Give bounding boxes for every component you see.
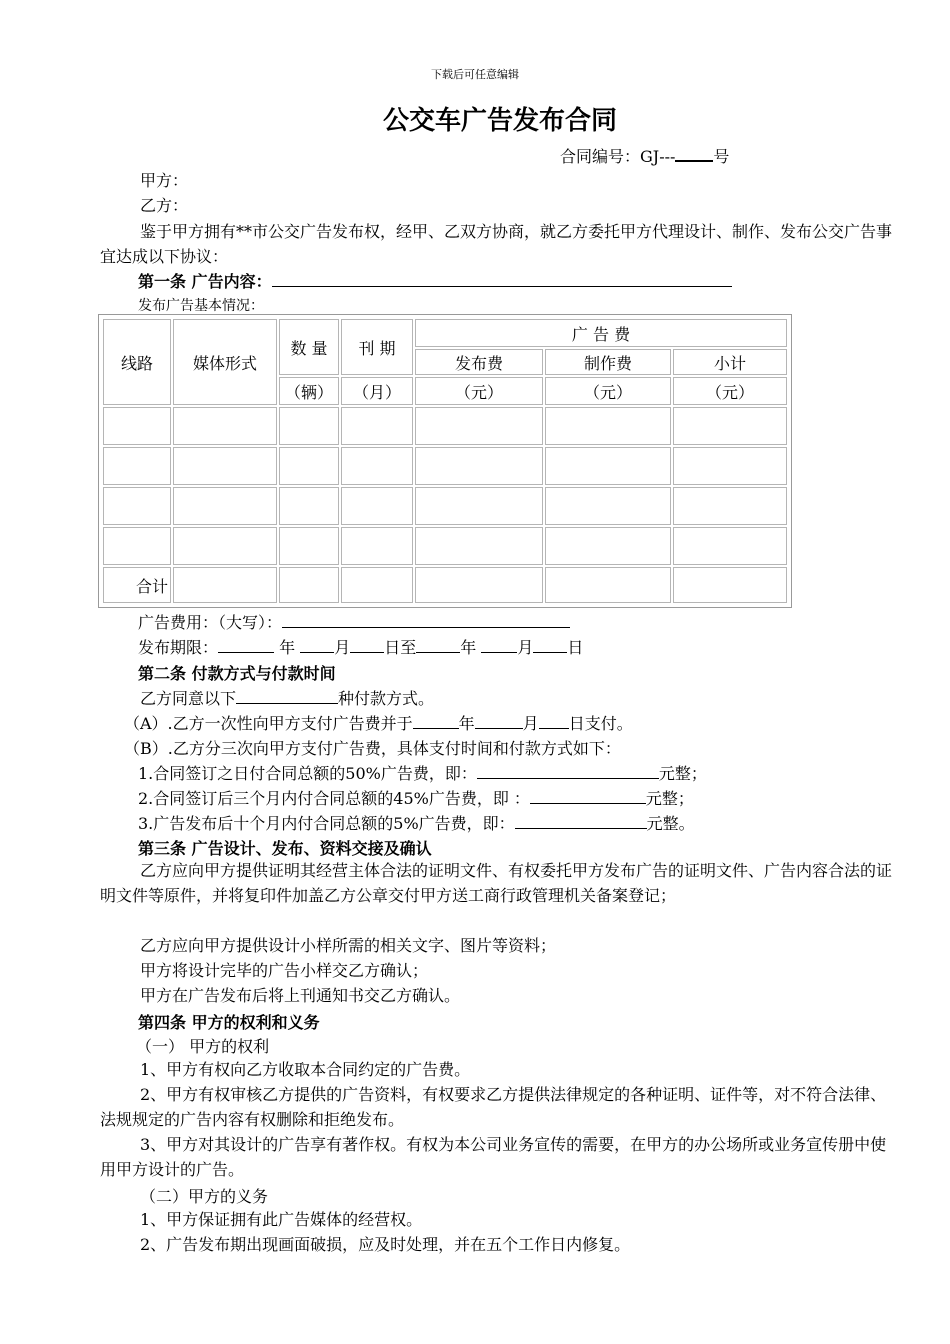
header-publish-fee: 发布费: [415, 349, 543, 375]
table-cell[interactable]: [415, 447, 543, 485]
article-1-subtitle: 发布广告基本情况：: [138, 298, 264, 314]
total-cell[interactable]: [341, 567, 413, 603]
total-label-cell: 合计: [103, 567, 171, 603]
article-3-title: 第三条 广告设计、发布、资料交接及确认: [138, 839, 432, 858]
unit-subtotal: （元）: [673, 377, 787, 405]
article-4-sub-1: （一） 甲方的权利: [136, 1037, 270, 1056]
article-3-para-1: 乙方应向甲方提供证明其经营主体合法的证明文件、有权委托甲方发布广告的证明文件、广告内容合法的证明文件等原件，并将复印件加盖乙方公章交付甲方送工商行政管理机关备案登记；: [100, 861, 893, 905]
payment-b-line: （B）.乙方分三次向甲方支付广告费，具体支付时间和付款方式如下：: [124, 739, 621, 758]
table-cell[interactable]: [545, 407, 671, 445]
payment-step-1-text: 1.合同签订之日付合同总额的50%广告费，即：: [138, 764, 477, 783]
end-day-blank[interactable]: [533, 636, 567, 653]
payment-method-line: [140, 686, 434, 709]
header-note: 下载后可任意编辑: [431, 68, 519, 81]
end-month-blank[interactable]: [481, 636, 517, 653]
table-cell[interactable]: [673, 447, 787, 485]
table-cell[interactable]: [103, 407, 171, 445]
table-cell[interactable]: [673, 527, 787, 565]
ad-content-blank[interactable]: [272, 270, 732, 287]
payment-a-year: 年: [458, 714, 475, 733]
total-cell[interactable]: [279, 567, 339, 603]
period-year: 年: [279, 638, 296, 657]
table-cell[interactable]: [279, 527, 339, 565]
payment-step-1: [138, 761, 707, 784]
table-cell[interactable]: [415, 527, 543, 565]
payment-a-year-blank[interactable]: [413, 712, 459, 729]
period-month2: 月: [517, 638, 534, 657]
period-day-to: 日至: [384, 638, 417, 657]
table-cell[interactable]: [341, 407, 413, 445]
party-a: 甲方：: [140, 171, 189, 190]
unit-quantity: （辆）: [279, 377, 339, 405]
total-cell[interactable]: [545, 567, 671, 603]
article-2-title: 第二条 付款方式与付款时间: [138, 664, 336, 683]
ad-info-table: [98, 314, 792, 608]
article-4-right-2: 2、甲方有权审核乙方提供的广告资料，有权要求乙方提供法律规定的各种证明、证件等，对不符合法律、法规规定的广告内容有权删除和拒绝发布。: [100, 1085, 887, 1129]
contract-number: [560, 144, 729, 167]
party-b: 乙方：: [140, 196, 189, 215]
article-4-right-1: 1、甲方有权向乙方收取本合同约定的广告费。: [140, 1060, 471, 1079]
end-year-blank[interactable]: [416, 636, 460, 653]
unit-period: （月）: [341, 377, 413, 405]
table-cell[interactable]: [545, 487, 671, 525]
fee-line-label: 广告费用：（大写）：: [138, 613, 283, 632]
table-cell[interactable]: [415, 487, 543, 525]
table-cell[interactable]: [341, 527, 413, 565]
table-cell[interactable]: [173, 487, 277, 525]
payment-step-1-end: 元整；: [658, 764, 707, 783]
start-day-blank[interactable]: [350, 636, 384, 653]
total-cell[interactable]: [673, 567, 787, 603]
table-cell[interactable]: [545, 527, 671, 565]
header-ad-fee: 广 告 费: [415, 319, 787, 347]
article-3-para-3: 甲方将设计完毕的广告小样交乙方确认；: [140, 961, 429, 980]
payment-method-suffix: 种付款方式。: [338, 689, 435, 708]
header-period: 刊 期: [341, 319, 413, 375]
payment-a-month: 月: [522, 714, 539, 733]
table-cell[interactable]: [673, 487, 787, 525]
article-4-duty-2: 2、广告发布期出现画面破损，应及时处理，并在五个工作日内修复。: [140, 1235, 631, 1254]
period-label: 发布期限：: [138, 638, 219, 657]
intro-paragraph: 鉴于甲方拥有**市公交广告发布权，经甲、乙双方协商，就乙方委托甲方代理设计、制作、发布公交广告事宜达成以下协议：: [100, 222, 893, 266]
total-cell[interactable]: [173, 567, 277, 603]
table-cell[interactable]: [545, 447, 671, 485]
article-3-para-4: 甲方在广告发布后将上刊通知书交乙方确认。: [140, 986, 461, 1005]
payment-step-2-blank[interactable]: [530, 787, 646, 804]
article-4-title: 第四条 甲方的权利和义务: [138, 1013, 320, 1032]
payment-step-3-text: 3.广告发布后十个月内付合同总额的5%广告费，即：: [138, 814, 515, 833]
document-title: 公交车广告发布合同: [382, 106, 617, 136]
article-3-para-2: 乙方应向甲方提供设计小样所需的相关文字、图片等资料；: [140, 936, 557, 955]
table-cell[interactable]: [173, 527, 277, 565]
contract-number-suffix: 号: [713, 147, 730, 166]
payment-a-day: 日支付。: [568, 714, 633, 733]
unit-publish-fee: （元）: [415, 377, 543, 405]
payment-step-1-blank[interactable]: [477, 762, 659, 779]
period-year2: 年: [460, 638, 477, 657]
fee-line: [138, 610, 570, 633]
article-4-sub-2: （二）甲方的义务: [140, 1187, 269, 1206]
payment-method-blank[interactable]: [236, 687, 338, 704]
table-cell[interactable]: [103, 487, 171, 525]
payment-step-2: [138, 786, 694, 809]
period-month: 月: [334, 638, 351, 657]
table-cell[interactable]: [415, 407, 543, 445]
header-subtotal: 小计: [673, 349, 787, 375]
article-1-title: 第一条 广告内容：: [138, 272, 272, 291]
table-cell[interactable]: [279, 407, 339, 445]
header-production-fee: 制作费: [545, 349, 671, 375]
table-cell[interactable]: [173, 407, 277, 445]
unit-production-fee: （元）: [545, 377, 671, 405]
table-cell[interactable]: [103, 527, 171, 565]
table-cell[interactable]: [341, 487, 413, 525]
start-month-blank[interactable]: [300, 636, 334, 653]
payment-step-3-end: 元整。: [646, 814, 695, 833]
header-media: 媒体形式: [173, 319, 277, 405]
start-year-blank[interactable]: [218, 636, 274, 653]
table-cell[interactable]: [173, 447, 277, 485]
payment-a-line: [124, 711, 633, 734]
total-cell[interactable]: [415, 567, 543, 603]
table-cell[interactable]: [103, 447, 171, 485]
article-4-duty-1: 1、甲方保证拥有此广告媒体的经营权。: [140, 1210, 423, 1229]
table-cell[interactable]: [279, 487, 339, 525]
header-route: 线路: [103, 319, 171, 405]
article-4-right-3: 3、甲方对其设计的广告享有著作权。有权为本公司业务宣传的需要，在甲方的办公场所或业务宣传册中使用甲方设计的广告。: [100, 1135, 887, 1179]
payment-a-day-blank[interactable]: [539, 712, 569, 729]
payment-method-label: 乙方同意以下: [140, 689, 237, 708]
table-cell[interactable]: [279, 447, 339, 485]
header-quantity: 数 量: [279, 319, 339, 375]
payment-a-label: （A）.乙方一次性向甲方支付广告费并于: [124, 714, 413, 733]
table-cell[interactable]: [341, 447, 413, 485]
fee-amount-blank[interactable]: [282, 611, 570, 628]
period-line: [138, 635, 583, 658]
payment-step-3-blank[interactable]: [515, 812, 647, 829]
period-day2: 日: [567, 638, 584, 657]
payment-step-3: [138, 811, 695, 834]
article-1-heading: [138, 269, 732, 292]
contract-number-blank[interactable]: [675, 144, 713, 162]
contract-number-label: 合同编号：GJ---: [560, 147, 676, 166]
payment-a-month-blank[interactable]: [475, 712, 523, 729]
table-cell[interactable]: [673, 407, 787, 445]
payment-step-2-end: 元整；: [645, 789, 694, 808]
payment-step-2-text: 2.合同签订后三个月内付合同总额的45%广告费，即 ：: [138, 789, 530, 808]
